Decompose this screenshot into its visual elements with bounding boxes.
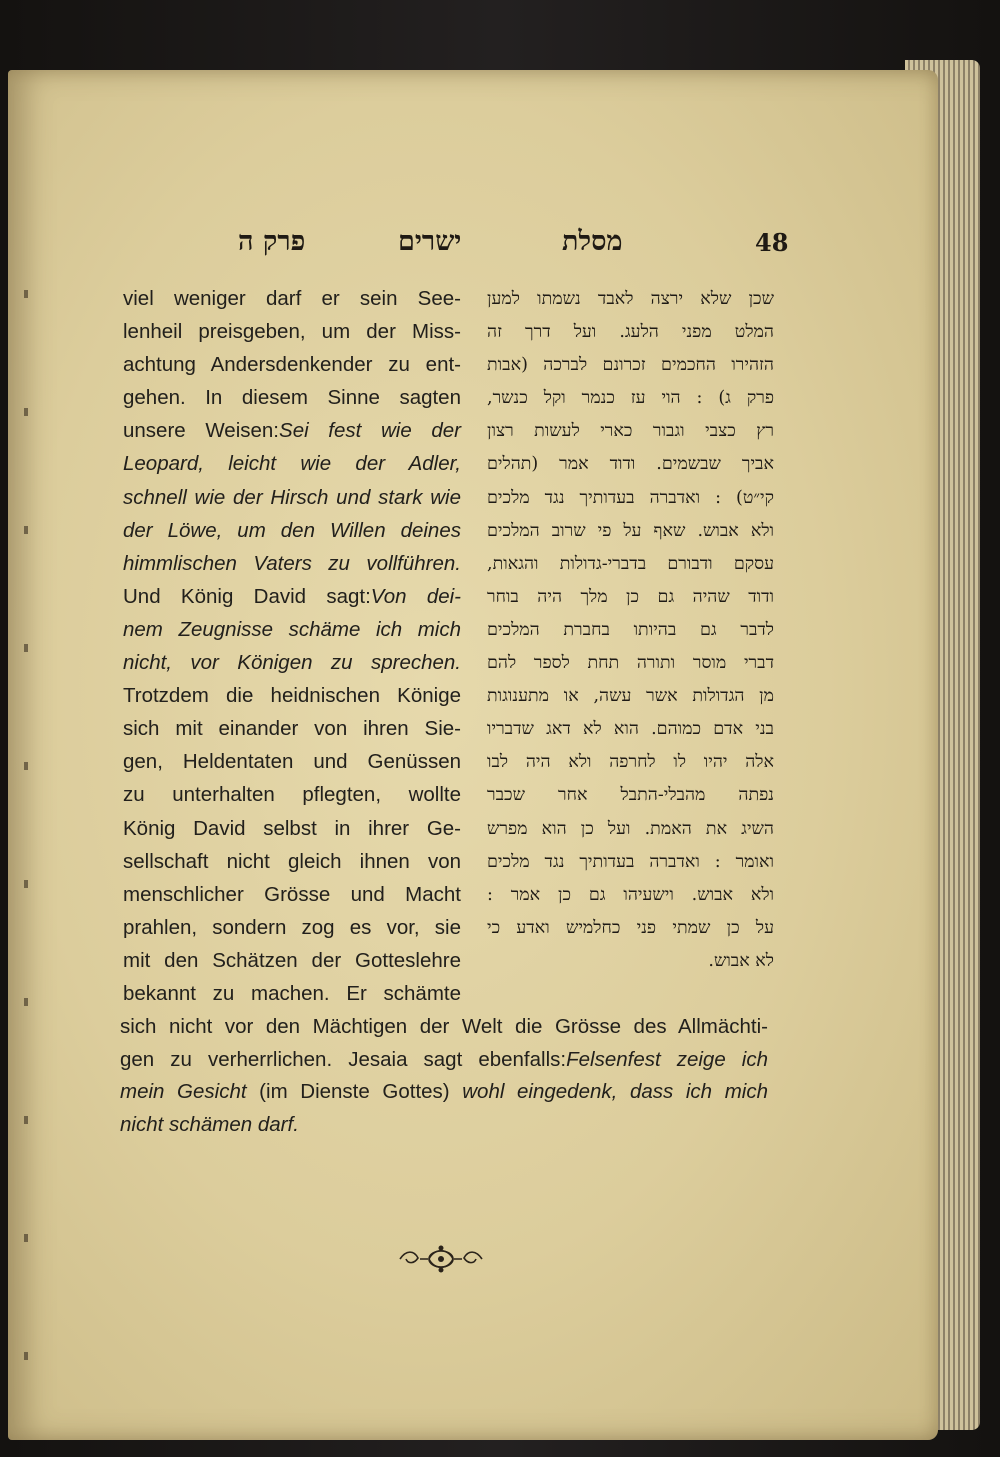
text-line bbox=[123, 381, 461, 414]
text-line bbox=[123, 679, 461, 712]
text-segment: gen zu verherrlichen. Jesaia sagt ebenfalls: bbox=[120, 1047, 567, 1071]
page-number: 48 bbox=[755, 228, 789, 257]
hebrew-text-line: השיג את האמת. ועל כן הוא מפרש bbox=[487, 818, 774, 839]
hebrew-text-line: ואומר : ואדברה בעדותיך נגד מלכים bbox=[487, 851, 774, 872]
text-segment: prahlen, sondern zog es vor, sie bbox=[123, 915, 461, 939]
hebrew-text-line: שכן שלא ירצה לאבד נשמתו למען bbox=[487, 289, 774, 309]
text-segment: König David selbst in ihrer Ge- bbox=[123, 816, 461, 840]
italic-text-segment: himmlischen Vaters zu vollführen. bbox=[123, 551, 461, 575]
text-line bbox=[123, 282, 461, 315]
fleuron-ornament bbox=[396, 1244, 486, 1274]
italic-text-segment: Sei fest wie der bbox=[279, 419, 461, 443]
italic-text-segment: Von dei- bbox=[370, 584, 461, 608]
text-line bbox=[123, 745, 461, 778]
hebrew-text-line: לא אבוש. bbox=[708, 950, 774, 971]
german-continuation-paragraph bbox=[120, 1011, 768, 1141]
text-line bbox=[120, 1109, 768, 1142]
hebrew-text-column bbox=[487, 283, 774, 978]
text-line bbox=[123, 911, 461, 944]
text-segment: unsere Weisen: bbox=[123, 419, 280, 443]
text-line bbox=[123, 514, 461, 547]
text-line bbox=[123, 878, 461, 911]
header-tractate: מסלת bbox=[562, 226, 623, 257]
hebrew-text-line: אביך שבשמים. ודוד אמר (תהלים bbox=[487, 454, 774, 475]
text-line bbox=[123, 977, 461, 1010]
text-line bbox=[123, 348, 461, 381]
text-segment: bekannt zu machen. Er schämte bbox=[123, 981, 461, 1005]
hebrew-text-line: רץ כצבי וגבור כארי לעשות רצון bbox=[487, 421, 774, 442]
hebrew-text-line: המלט מפני הלעג. ועל דרך זה bbox=[487, 322, 774, 343]
hebrew-text-line: נפתה מהבלי-התבל אחר שכבר bbox=[487, 785, 774, 806]
text-segment: sich nicht vor den Mächtigen der Welt die Grösse des Allmächti- bbox=[120, 1015, 768, 1038]
hebrew-text-line: עסקם ודבורם בדברי-גדולות והגאות, bbox=[487, 553, 774, 574]
text-segment: menschlicher Grösse und Macht bbox=[123, 882, 461, 906]
hebrew-text-line: הזהירו החכמים זכרונם לברכה (אבות bbox=[487, 355, 774, 376]
text-line bbox=[123, 812, 461, 845]
hebrew-text-line: אלה יהיו לו לחרפה ולא היה לבו bbox=[487, 752, 774, 773]
german-translation-column bbox=[123, 282, 461, 1010]
text-line bbox=[120, 1076, 768, 1109]
hebrew-text-line: בני אדם כמוהם. הוא לא דאג שדבריו bbox=[487, 719, 774, 740]
hebrew-text-line: ולא אבוש. שאף על פי שרוב המלכים bbox=[487, 520, 774, 541]
text-line bbox=[123, 315, 461, 348]
italic-text-segment: nem Zeugnisse schäme ich mich bbox=[123, 617, 461, 641]
text-line bbox=[123, 414, 461, 447]
text-line bbox=[123, 646, 461, 679]
italic-text-segment: nicht schämen darf. bbox=[120, 1112, 299, 1136]
hebrew-text-line: ולא אבוש. וישעיהו גם כן אמר : bbox=[487, 884, 774, 905]
hebrew-text-line: מן הגדולות אשר עשה, או מתענוגות bbox=[487, 686, 774, 707]
hebrew-text-line: לדבר גם בהיותו בחברת המלכים bbox=[487, 619, 774, 640]
text-segment: viel weniger darf er sein See- bbox=[123, 287, 461, 310]
text-segment: mit den Schätzen der Gotteslehre bbox=[123, 948, 461, 972]
text-line bbox=[123, 580, 461, 613]
spine-binding bbox=[24, 180, 28, 1420]
hebrew-text-line: על כן שמתי פני כחלמיש ואדע כי bbox=[487, 917, 774, 938]
text-line bbox=[123, 547, 461, 580]
running-header bbox=[220, 226, 789, 262]
italic-text-segment: schnell wie der Hirsch und stark wie bbox=[123, 485, 461, 509]
italic-text-segment: Felsenfest zeige ich bbox=[566, 1047, 768, 1071]
text-segment: achtung Andersdenkender zu ent- bbox=[123, 353, 461, 377]
hebrew-text-line: פרק ג) : הוי עז כנמר וקל כנשר, bbox=[487, 388, 774, 409]
text-segment: Und König David sagt: bbox=[123, 584, 371, 608]
italic-text-segment: der Löwe, um den Willen deines bbox=[123, 518, 461, 542]
hebrew-text-line: ודוד שהיה גם כן מלך היה בוחר bbox=[487, 586, 774, 607]
hebrew-text-line: דברי מוסר ותורה תחת לספר להם bbox=[487, 653, 774, 674]
text-line bbox=[120, 1044, 768, 1077]
text-line bbox=[123, 845, 461, 878]
text-line bbox=[120, 1011, 768, 1044]
text-line bbox=[123, 447, 461, 480]
italic-text-segment: Leopard, leicht wie der Adler, bbox=[123, 452, 461, 476]
text-line bbox=[123, 481, 461, 514]
text-segment: sich mit einander von ihren Sie- bbox=[123, 717, 461, 741]
text-segment: zu unterhalten pflegten, wollte bbox=[123, 783, 461, 807]
text-line bbox=[123, 778, 461, 811]
hebrew-text-line: קי״ט) : ואדברה בעדותיך נגד מלכים bbox=[487, 487, 774, 508]
text-segment: lenheil preisgeben, um der Miss- bbox=[123, 320, 461, 344]
italic-text-segment: mein Gesicht bbox=[120, 1080, 247, 1103]
header-book-title: ישרים bbox=[398, 226, 462, 257]
text-line bbox=[123, 944, 461, 977]
italic-text-segment: nicht, vor Königen zu sprechen. bbox=[123, 651, 461, 675]
text-segment: sellschaft nicht gleich ihnen von bbox=[123, 849, 461, 873]
text-segment: gen, Heldentaten und Genüssen bbox=[123, 750, 461, 774]
header-chapter: פרק ה bbox=[238, 226, 306, 257]
text-segment: gehen. In diesem Sinne sagten bbox=[123, 386, 461, 410]
text-segment: (im Dienste Gottes) bbox=[246, 1080, 463, 1103]
italic-text-segment: wohl eingedenk, dass ich mich bbox=[462, 1080, 768, 1103]
text-segment: Trotzdem die heidnischen Könige bbox=[123, 684, 461, 708]
text-line bbox=[123, 712, 461, 745]
text-line bbox=[123, 613, 461, 646]
